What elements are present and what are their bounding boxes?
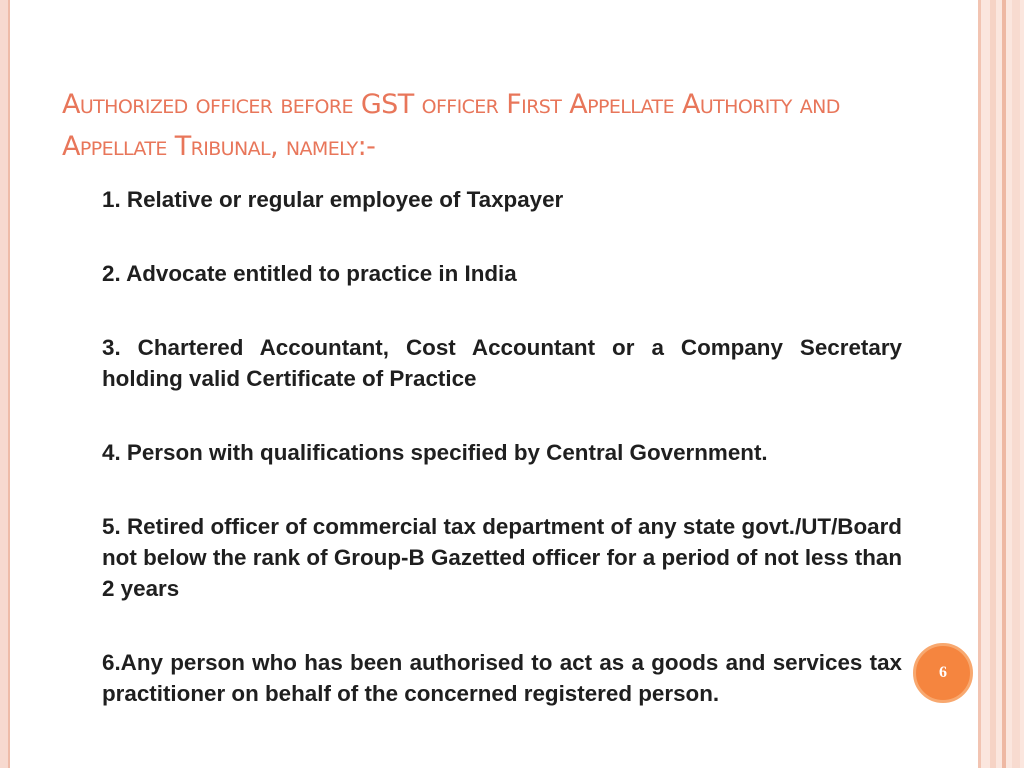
page-number-badge — [913, 643, 973, 703]
border-stripe — [990, 0, 996, 768]
border-stripe — [1002, 0, 1006, 768]
border-stripe — [978, 0, 981, 768]
bullet-list — [102, 184, 902, 752]
list-item: 2. Advocate entitled to practice in India — [102, 261, 517, 286]
list-item: 6.Any person who has been authorised to act as a goods and services tax practitioner on behalf of the concerned registered person. — [102, 650, 902, 706]
list-item: 5. Retired officer of commercial tax department of any state govt./UT/Board not below the rank of Group-B Gazetted officer for a period of not less than 2 years — [102, 514, 902, 601]
left-border — [0, 0, 10, 768]
list-item: 1. Relative or regular employee of Taxpayer — [102, 187, 564, 212]
list-item: 3. Chartered Accountant, Cost Accountant or a Company Secretary holding valid Certificate of Practice — [102, 335, 902, 391]
slide-title: Authorized officer before GST officer First Appellate Authority and Appellate Tribunal, namely:- — [62, 89, 840, 162]
list-item: 4. Person with qualifications specified by Central Government. — [102, 440, 768, 465]
border-stripe — [1012, 0, 1020, 768]
page-number: 6 — [939, 664, 947, 681]
